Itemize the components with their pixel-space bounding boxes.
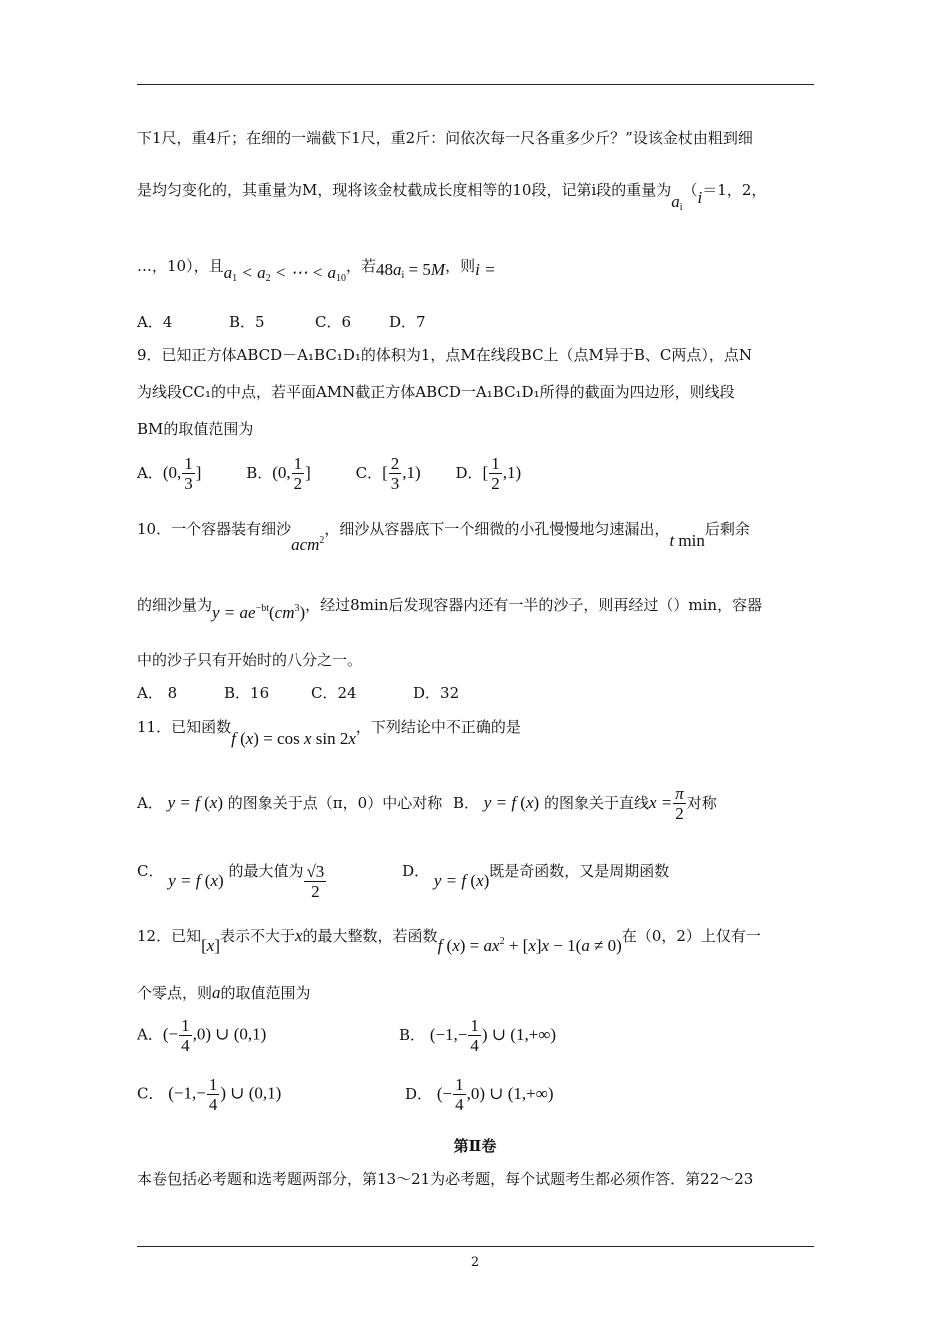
q11-option-d: D． y = f (x)既是奇函数，又是周期函数 — [402, 861, 670, 890]
q8-option-a: A．4 — [137, 313, 173, 331]
page-number: 2 — [470, 1255, 480, 1270]
q9-option-b: B．(0, $\frac{1}{2}$ ] — [246, 454, 311, 493]
q11-options-cd — [137, 852, 670, 901]
q10-option-b: B．16 — [224, 684, 270, 702]
q10-option-c: C．24 — [311, 684, 357, 702]
q12-options-ab — [137, 1016, 556, 1055]
q8-option-d: D．7 — [389, 313, 426, 331]
q8-line-1: 下1尺，重4斤；在细的一端截下1尺，重2斤：问依次每一尺各重多少斤？”设该金杖由粗到细 — [137, 129, 753, 147]
q8-option-b: B．5 — [229, 313, 265, 331]
q12-line-2: 个零点，则a的取值范围为 — [137, 983, 311, 1002]
q11-line-1: 11．已知函数f (x) = cos x sin 2x，下列结论中不正确的是 — [137, 718, 521, 748]
q12-line-1: 12．已知[x]表示不大于x的最大整数，若函数f $(x) = ax^2 + [x]x - 1(a \ne 0)$在（0，2）上仅有一 — [137, 926, 761, 955]
q11-option-b: B． y = f (x) 的图象关于直线x = $\frac{\pi}{2}$ 对称 — [452, 784, 717, 823]
q11-option-c: C． y = f (x) 的最大值为 $\frac{√3}{2}$ — [137, 861, 325, 901]
header-rule — [137, 84, 814, 85]
footer-rule — [137, 1246, 814, 1247]
q9-option-d: D．[ $\frac{1}{2}$ ,1) — [455, 454, 522, 493]
q8-line-2: 是均匀变化的，其重量为M，现将该金杖截成长度相等的10段，记第i段的重量为$a_i(i=1$，2， — [137, 181, 767, 213]
q12-option-c: C． (−1,− $\frac{1}{4}$ ) ∪ (0,1) — [137, 1075, 282, 1114]
q9-line-3: BM的取值范围为 — [137, 420, 254, 438]
q8-option-c: C．6 — [315, 313, 352, 331]
q9-line-2: 为线段CC₁的中点，若平面AMN截正方体ABCD一A₁BC₁D₁所得的截面为四边形，则线段 — [137, 383, 735, 401]
q9-option-a: A．(0, $\frac{1}{3}$ ] — [137, 454, 202, 493]
q10-line-1: 10．一个容器装有细沙acm$^2$，细沙从容器底下一个细微的小孔慢慢地匀速漏出，t min后剩余 — [137, 520, 750, 554]
section-intro: 本卷包括必考题和选考题两部分，第13～21为必考题，每个试题考生都必须作答．第22～23 — [137, 1170, 754, 1188]
section-title: 第Ⅱ卷 — [453, 1137, 497, 1155]
q12-option-a: A．(− $\frac{1}{4}$ ,0) ∪ (0,1) — [137, 1016, 267, 1055]
q11-option-a: A． y = f (x) 的图象关于点（π，0）中心对称 — [137, 792, 443, 812]
q12-option-b: B． (−1,− $\frac{1}{4}$ ) ∪ (1,+∞) — [399, 1016, 557, 1055]
q10-line-2: 的细沙量为$y = ae^{-bt}(cm^3)$，经过8min后发现容器内还有一半的沙子，则再经过（）min，容器 — [137, 596, 763, 622]
q8-options — [137, 312, 426, 332]
q10-option-a: A． 8 — [137, 684, 178, 702]
q9-line-1: 9．已知正方体ABCD－A₁BC₁D₁的体积为1，点M在线段BC上（点M异于B、C两点），点N — [137, 346, 753, 364]
q12-options-cd — [137, 1075, 554, 1114]
q9-option-c: C．[ $\frac{2}{3}$ ,1) — [355, 454, 421, 493]
q10-options — [137, 683, 459, 703]
q8-line-3: …，10），且$a_1 < a_2$ < ⋯ < $a_{10}$，若$48a_i = 5M$，则i = — [137, 257, 496, 284]
q11-options-ab — [137, 784, 717, 823]
q9-options — [137, 454, 521, 493]
q10-line-3: 中的沙子只有开始时的八分之一。 — [137, 651, 363, 669]
q10-option-d: D．32 — [413, 684, 460, 702]
q12-option-d: D． (− $\frac{1}{4}$ ,0) ∪ (1,+∞) — [405, 1075, 554, 1114]
